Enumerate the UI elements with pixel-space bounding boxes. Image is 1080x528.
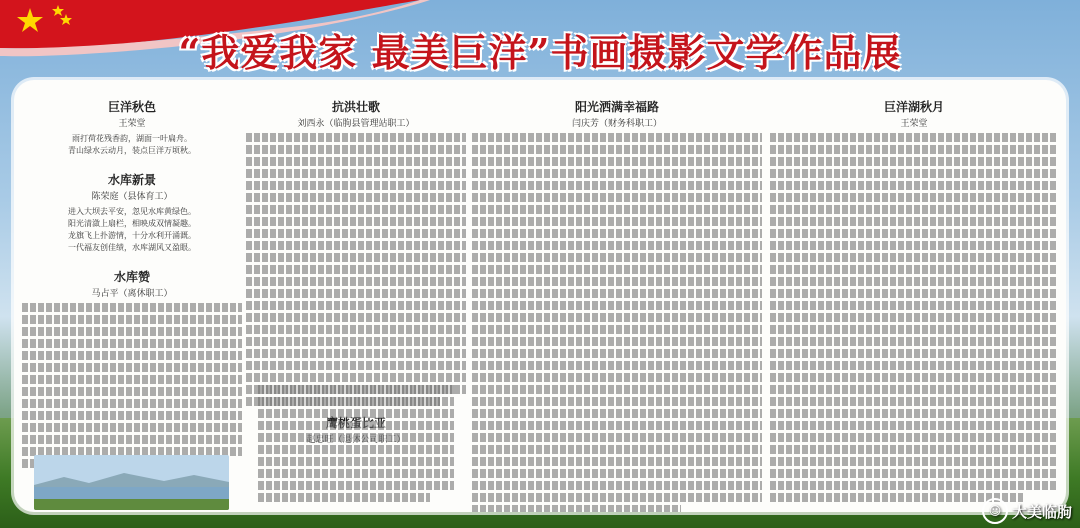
article-title: 抗洪壮歌 xyxy=(331,100,380,114)
watermark-text: 大美临朐 xyxy=(1011,502,1072,521)
article-3 xyxy=(472,98,762,512)
poem-author: 陈荣庭（县体育工） xyxy=(91,192,173,202)
poem-author: 王荣堂 xyxy=(118,119,146,129)
article-author: 刘西永（临朐县管理站职工） xyxy=(297,119,415,129)
article-body xyxy=(770,133,1058,502)
poem-title: 水库新景 xyxy=(107,173,156,187)
column-article-c xyxy=(770,80,1058,512)
poem-author: 马占平（离休职工） xyxy=(91,289,173,299)
poem-title: 巨洋秋色 xyxy=(107,100,156,114)
poem-line: 青山绿水云动月，装点巨洋万顷秋。 xyxy=(68,146,196,155)
article-title: 巨洋湖秋月 xyxy=(883,100,944,114)
poem-title: 水库赞 xyxy=(113,270,150,284)
watermark-logo xyxy=(982,498,1072,524)
article-author: 闫庆芳（财务科职工） xyxy=(571,119,662,129)
poem-3 xyxy=(22,268,242,468)
article-4 xyxy=(770,98,1058,502)
column-article-b xyxy=(472,80,762,512)
poem-line: 一代福友创佳绩，水库湖风又盈眼。 xyxy=(68,243,196,252)
article-body xyxy=(246,133,466,406)
article-title: 阳光洒满幸福路 xyxy=(574,100,659,114)
article-2-body xyxy=(258,382,454,512)
article-author: 王荣堂 xyxy=(900,119,928,129)
poem-1 xyxy=(22,98,242,157)
chat-bubble-icon: ☺ xyxy=(982,498,1008,524)
exhibition-title: “我爱我家 最美巨洋”书画摄影文学作品展 xyxy=(178,30,902,75)
landscape-photo xyxy=(34,455,229,510)
poem-line: 龙旗飞上扑游情，十分水利开涌溉。 xyxy=(68,231,196,240)
poem-2 xyxy=(22,171,242,254)
poem-line: 进入大坝去平安，忽见水库黄绿色。 xyxy=(68,207,196,216)
exhibition-board xyxy=(14,80,1066,512)
poem-body xyxy=(22,303,242,468)
article-1 xyxy=(246,98,466,406)
article-body xyxy=(472,133,762,512)
poem-line: 雨打荷花残香韵，湖面一叶扁舟。 xyxy=(72,134,192,143)
column-poems xyxy=(22,80,242,512)
poem-line: 阳光清潋上扇栏，相映成双情凝趣。 xyxy=(68,219,196,228)
